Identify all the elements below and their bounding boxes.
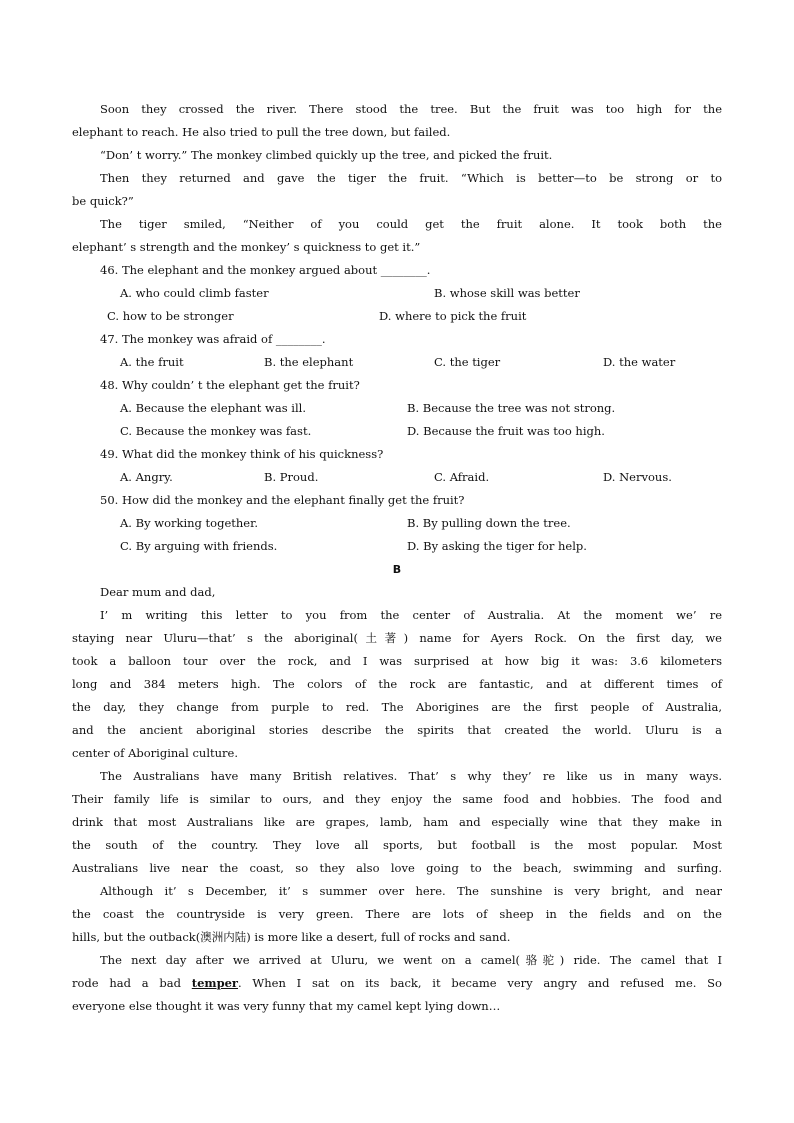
question-50 [72,489,722,558]
option-a[interactable]: A. Because the elephant was ill. [120,401,306,415]
letter-line [72,972,722,995]
letter-line: hills, but the outback(澳洲内陆) is more like a desert, full of rocks and sand. [72,930,511,944]
letter-line: everyone else thought it was very funny that my camel kept lying down… [72,999,501,1013]
question-stem: 50. How did the monkey and the elephant finally get the fruit? [100,493,465,507]
option-row [72,397,722,420]
letter-line: took a balloon tour over the rock, and I was surprised at how big it was: 3.6 kilometers [72,654,722,668]
story-line: elephant’ s strength and the monkey’ s quickness to get it.” [72,240,421,254]
option-row [72,351,722,374]
line-text: . When I sat on its back, it became very angry and refused me. So [238,976,722,990]
option-c[interactable]: C. how to be stronger [107,309,234,323]
underlined-word-temper: temper [191,976,238,990]
option-d[interactable]: D. where to pick the fruit [379,309,527,323]
option-c[interactable]: C. Afraid. [434,470,490,484]
option-a[interactable]: A. Angry. [120,470,173,484]
section-heading: B [392,563,402,576]
option-row [72,466,722,489]
letter-line: the south of the country. They love all sports, but football is the most popular. Most [72,838,722,852]
option-row [72,282,722,305]
option-a[interactable]: A. who could climb faster [120,286,269,300]
letter-line: and the ancient aboriginal stories describe the spirits that created the world. Uluru is a [72,723,722,737]
letter-line: the day, they change from purple to red. The Aborigines are the first people of Australia, [72,700,722,714]
option-b[interactable]: B. By pulling down the tree. [407,516,571,530]
question-stem: 48. Why couldn’ t the elephant get the fruit? [100,378,360,392]
option-c[interactable]: C. By arguing with friends. [120,539,278,553]
letter-line: The Australians have many British relatives. That’ s why they’ re like us in many ways. [100,769,722,783]
option-a[interactable]: A. By working together. [120,516,258,530]
option-d[interactable]: D. the water [603,355,676,369]
option-d[interactable]: D. Because the fruit was too high. [407,424,605,438]
story-line: be quick?” [72,194,134,208]
story-line: The tiger smiled, “Neither of you could get the fruit alone. It took both the [100,217,722,231]
letter-line: Although it’ s December, it’ s summer over here. The sunshine is very bright, and near [100,884,722,898]
story-line: Then they returned and gave the tiger the fruit. “Which is better—to be strong or to [100,171,722,185]
letter-paragraph-2 [72,765,722,880]
letter-line: drink that most Australians like are grapes, lamb, ham and especially wine that they make in [72,815,722,829]
letter-line: staying near Uluru—that’ s the aboriginal(土著) name for Ayers Rock. On the first day, we [72,631,722,645]
document-body [72,98,722,1018]
question-46 [72,259,722,328]
question-stem: 46. The elephant and the monkey argued about ________. [100,263,431,277]
question-stem: 47. The monkey was afraid of ________. [100,332,326,346]
option-a[interactable]: A. the fruit [120,355,184,369]
letter-line: Their family life is similar to ours, and they enjoy the same food and hobbies. The food and [72,792,722,806]
option-row [72,420,722,443]
letter-line: I’ m writing this letter to you from the center of Australia. At the moment we’ re [100,608,722,622]
option-d[interactable]: D. Nervous. [603,470,672,484]
letter-line: long and 384 meters high. The colors of the rock are fantastic, and at different times of [72,677,722,691]
letter-line: center of Aboriginal culture. [72,746,238,760]
option-d[interactable]: D. By asking the tiger for help. [407,539,587,553]
letter-line: The next day after we arrived at Uluru, we went on a camel(骆驼) ride. The camel that I [100,953,722,967]
option-row [72,305,722,328]
line-text: rode had a bad [72,976,192,990]
story-ending [72,98,722,259]
letter-paragraph-1 [72,604,722,765]
option-b[interactable]: B. Proud. [264,470,319,484]
option-c[interactable]: C. Because the monkey was fast. [120,424,312,438]
letter-greeting: Dear mum and dad, [100,585,216,599]
question-48 [72,374,722,443]
option-b[interactable]: B. the elephant [264,355,354,369]
letter-paragraph-4 [72,949,722,1018]
letter-line: Australians live near the coast, so they also love going to the beach, swimming and surfing. [72,861,722,875]
letter-paragraph-3 [72,880,722,949]
question-47 [72,328,722,374]
letter-line: the coast the countryside is very green. There are lots of sheep in the fields and on the [72,907,722,921]
option-row [72,535,722,558]
question-stem: 49. What did the monkey think of his quickness? [100,447,384,461]
story-line: Soon they crossed the river. There stood the tree. But the fruit was too high for the [100,102,722,116]
option-c[interactable]: C. the tiger [434,355,501,369]
option-b[interactable]: B. whose skill was better [434,286,580,300]
option-b[interactable]: B. Because the tree was not strong. [407,401,616,415]
story-line: “Don’ t worry.” The monkey climbed quickly up the tree, and picked the fruit. [100,148,553,162]
question-49 [72,443,722,489]
story-line: elephant to reach. He also tried to pull the tree down, but failed. [72,125,451,139]
option-row [72,512,722,535]
